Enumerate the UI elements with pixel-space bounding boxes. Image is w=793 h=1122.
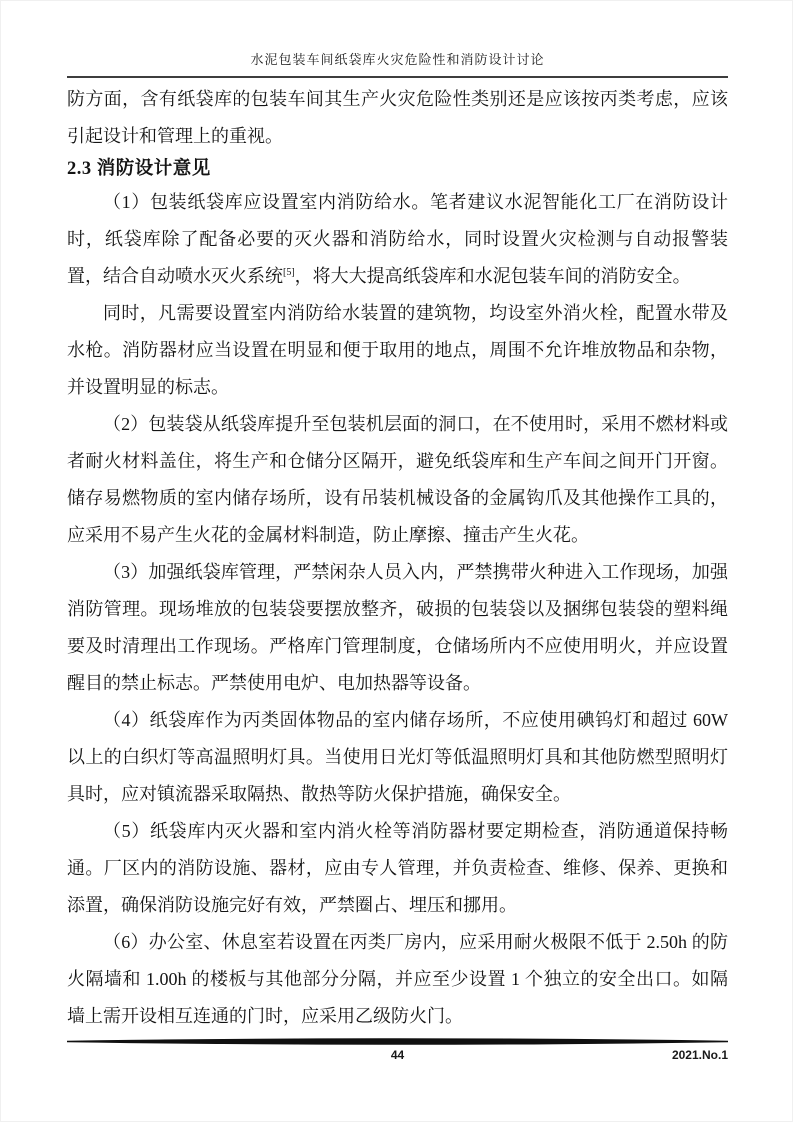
- paragraph-7: （6）办公室、休息室若设置在丙类厂房内，应采用耐火极限不低于 2.50h 的防火隔墙和 1.00h 的楼板与其他部分分隔，并应至少设置 1 个独立的安全出口。如隔墙上需开设相互连通的门时，应采用乙级防火门。: [67, 932, 728, 1026]
- paragraph-1-text-after: ，将大大提高纸袋库和水泥包装车间的消防安全。: [294, 266, 691, 286]
- reference-superscript: [5]: [283, 267, 295, 278]
- paragraph-1: [67, 184, 728, 295]
- page-number: 44: [390, 1048, 405, 1062]
- header-rule: [67, 76, 728, 78]
- page-content: [67, 0, 728, 1035]
- paragraph-6: （5）纸袋库内灭火器和室内消火栓等消防器材要定期检查，消防通道保持畅通。厂区内的消防设施、器材，应由专人管理，并负责检查、维修、保养、更换和添置，确保消防设施完好有效，严禁圈占、埋压和挪用。: [67, 821, 728, 915]
- article-body: [67, 81, 728, 1035]
- paragraph-2: 同时，凡需要设置室内消防给水装置的建筑物，均设室外消火栓，配置水带及水枪。消防器材应当设置在明显和便于取用的地点，周围不允许堆放物品和杂物，并设置明显的标志。: [67, 303, 728, 397]
- issue-number: 2021.No.1: [671, 1048, 728, 1062]
- paragraph-5: （4）纸袋库作为丙类固体物品的室内储存场所，不应使用碘钨灯和超过 60W 以上的白织灯等高温照明灯具。当使用日光灯等低温照明灯具和其他防燃型照明灯具时，应对镇流器采取隔热、散热等防火保护措施，确保安全。: [67, 710, 728, 804]
- running-header: [67, 0, 728, 78]
- running-title: 水泥包装车间纸袋库火灾危险性和消防设计讨论: [250, 52, 545, 67]
- paragraph-4: （3）加强纸袋库管理，严禁闲杂人员入内，严禁携带火种进入工作现场，加强消防管理。现场堆放的包装袋要摆放整齐，破损的包装袋以及捆绑包装袋的塑料绳要及时清理出工作现场。严格库门管理制度，仓储场所内不应使用明火，并应设置醒目的禁止标志。严禁使用电炉、电加热器等设备。: [67, 562, 728, 693]
- page-footer: [67, 1037, 728, 1066]
- section-heading: 2.3 消防设计意见: [67, 159, 211, 179]
- tapered-footer-rule: [67, 1037, 728, 1047]
- paragraph-1-text: （1）包装纸袋库应设置室内消防给水。笔者建议水泥智能化工厂在消防设计时，纸袋库除了配备必要的灭火器和消防给水，同时设置火灾检测与自动报警装置，结合自动喷水灭火系统: [67, 192, 728, 286]
- paragraph-continuation: 防方面，含有纸袋库的包装车间其生产火灾危险性类别还是应该按丙类考虑，应该引起设计和管理上的重视。: [67, 89, 728, 146]
- paragraph-3: （2）包装袋从纸袋库提升至包装机层面的洞口，在不使用时，采用不燃材料或者耐火材料盖住，将生产和仓储分区隔开，避免纸袋库和生产车间之间开门开窗。储存易燃物质的室内储存场所，设有吊装机械设备的金属钩爪及其他操作工具的，应采用不易产生火花的金属材料制造，防止摩擦、撞击产生火花。: [67, 414, 728, 545]
- footer-row: [67, 1048, 728, 1066]
